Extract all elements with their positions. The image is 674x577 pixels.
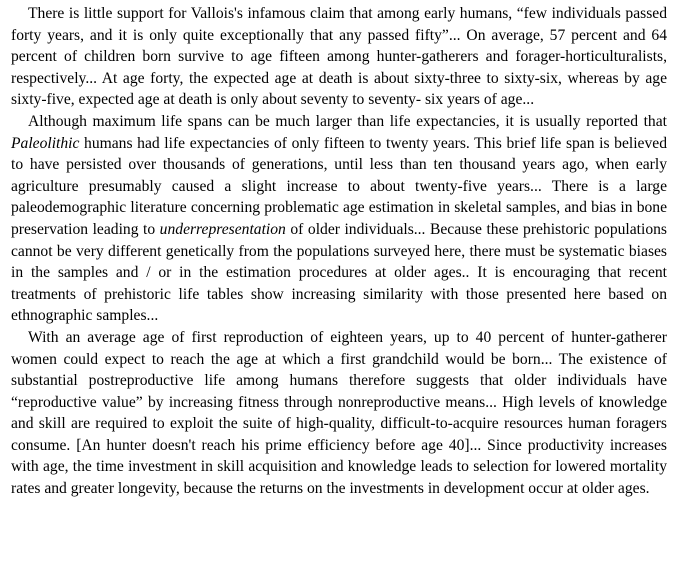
italic-term-underrepresentation: underrepresentation [159,220,286,238]
italic-term-paleolithic: Paleolithic [11,134,80,152]
paragraph [11,327,667,500]
paragraph-text: of older individuals... Because these prehistoric populations cannot be very different genetically from the populations surveyed here, there must be systematic biases in the samples and / or in the estimation procedures at older ages.. It is encouraging that recent treatments of prehistoric life tables show increasing similarity with those presented here based on ethnographic samples... [11,220,667,325]
paragraph [11,3,667,111]
paragraph [11,111,667,327]
paragraph-text: With an average age of first reproduction of eighteen years, up to 40 percent of hunter-gatherer women could expect to reach the age at which a first grandchild would be born... The existence of substantial postreproductive life among humans therefore suggests that older individuals have “reproductive value” by increasing fitness through nonreproductive means... High levels of knowledge and skill are required to exploit the suite of high-quality, difficult-to-acquire resources human foragers consume. [An hunter doesn't reach his prime efficiency before age 40]... Since productivity increases with age, the time investment in skill acquisition and knowledge leads to selection for lowered mortality rates and greater longevity, because the returns on the investments in development occur at older ages. [11,328,667,498]
paragraph-text: Although maximum life spans can be much larger than life expectancies, it is usually reported that [28,112,667,130]
paragraph-text: humans had life expectancies of only fifteen to twenty years. This brief life span is believed to have persisted over thousands of generations, until less than ten thousand years ago, when early agriculture presumably caused a slight increase to about twenty-five years... There is a large paleodemographic literature concerning problematic age estimation in skeletal samples, and bias in bone preservation leading to [11,134,667,238]
document-body [11,3,667,500]
paragraph-text: There is little support for Vallois's infamous claim that among early humans, “few individuals passed forty years, and it is only quite exceptionally that any passed fifty”... On average, 57 percent and 64 percent of children born survive to age fifteen among hunter-gatherers and forager-horticulturalists, respectively... At age forty, the expected age at death is about sixty-three to sixty-six, whereas by age sixty-five, expected age at death is only about seventy to seventy- six years of age... [11,5,667,109]
